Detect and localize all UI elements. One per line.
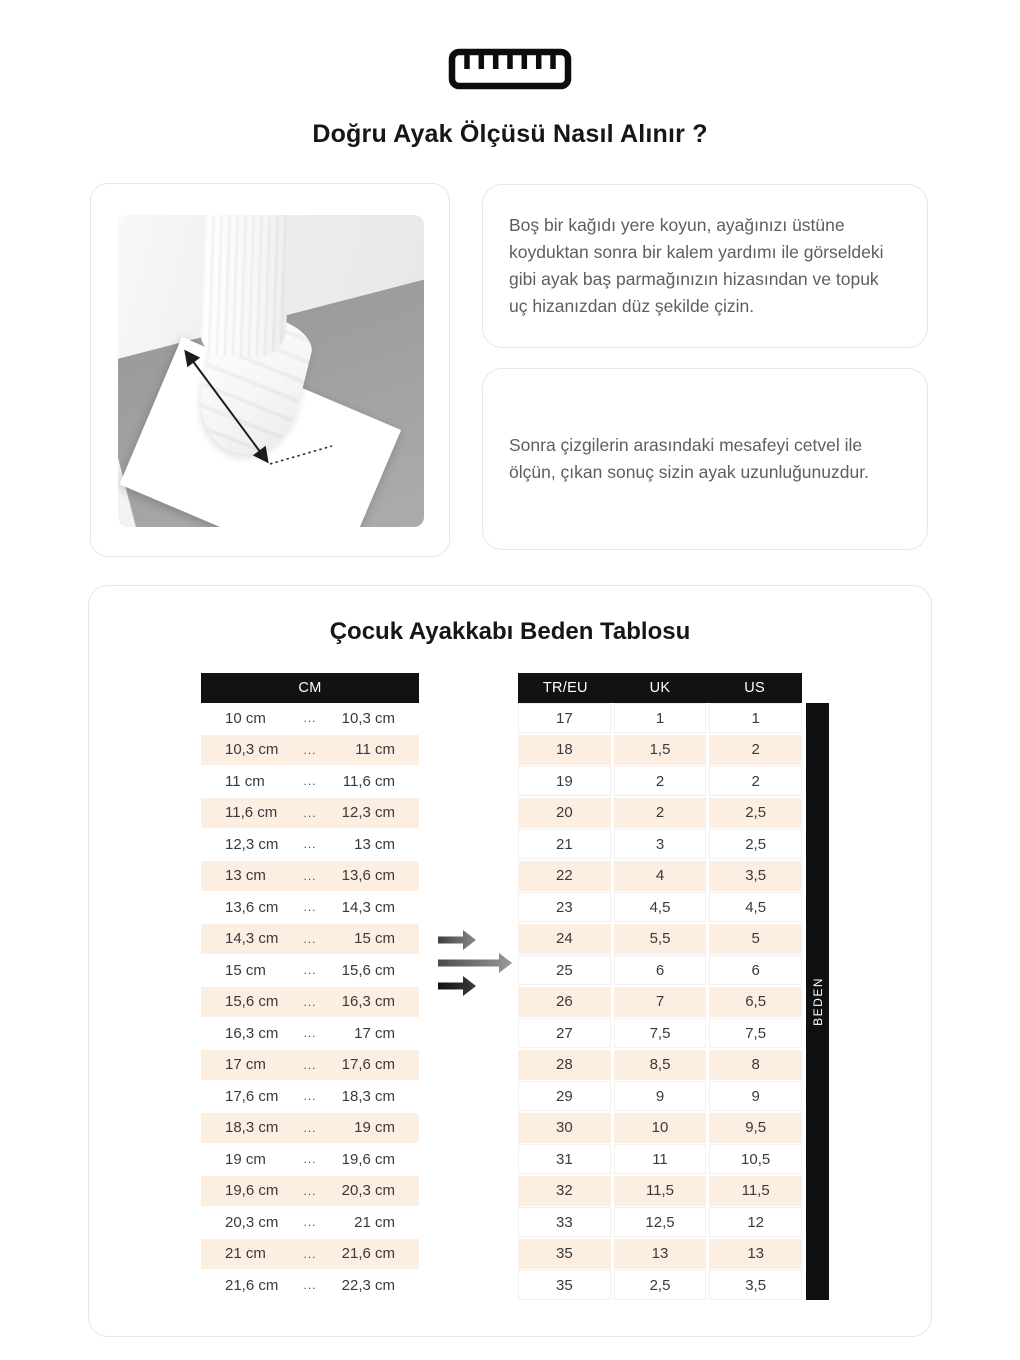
cm-table-row: [201, 1176, 419, 1206]
cm-min-value: 10,3 cm: [225, 741, 279, 758]
cm-max-value: 21,6 cm: [341, 1245, 395, 1262]
tr-eu-value: 28: [518, 1050, 611, 1080]
cm-table-row: [201, 955, 419, 985]
cm-max-value: 16,3 cm: [341, 993, 395, 1010]
tr-eu-value: 35: [518, 1270, 611, 1300]
us-value: 2: [709, 766, 802, 796]
cm-min-value: 19,6 cm: [225, 1182, 279, 1199]
us-value: 13: [709, 1239, 802, 1269]
us-value: 2,5: [709, 798, 802, 828]
us-value: 10,5: [709, 1144, 802, 1174]
cm-min-value: 12,3 cm: [225, 835, 279, 853]
cm-min-value: 21 cm: [225, 1245, 266, 1262]
tr-eu-value: 22: [518, 861, 611, 891]
us-value: 2: [709, 735, 802, 765]
range-separator: ...: [303, 1215, 317, 1229]
tr-eu-value: 29: [518, 1081, 611, 1111]
size-header-tr-eu: TR/EU: [518, 673, 613, 703]
foot-measurement-photo: [118, 215, 424, 527]
uk-value: 5,5: [614, 924, 707, 954]
cm-table: [201, 673, 419, 1302]
cm-table-body: [201, 703, 419, 1300]
cm-max-value: 11 cm: [355, 741, 395, 758]
cm-table-header: CM: [201, 673, 419, 703]
tr-eu-value: 24: [518, 924, 611, 954]
uk-value: 3: [614, 829, 707, 859]
cm-max-value: 19,6 cm: [341, 1150, 395, 1168]
us-value: 6,5: [709, 987, 802, 1017]
range-separator: ...: [303, 1278, 317, 1292]
size-table-body: [518, 703, 802, 1300]
us-value: 9: [709, 1081, 802, 1111]
cm-table-row: [201, 703, 419, 733]
range-separator: ...: [303, 1026, 317, 1040]
cm-max-value: 10,3 cm: [341, 709, 395, 727]
tr-eu-value: 26: [518, 987, 611, 1017]
measure-arrow-icon: [118, 215, 424, 527]
cm-min-value: 17,6 cm: [225, 1087, 279, 1105]
range-separator: ...: [303, 931, 317, 946]
range-separator: ...: [303, 900, 317, 914]
cm-table-row: [201, 924, 419, 954]
size-guide-card: [88, 585, 932, 1337]
tr-eu-value: 18: [518, 735, 611, 765]
cm-max-value: 19 cm: [354, 1119, 395, 1136]
cm-table-row: [201, 861, 419, 891]
uk-value: 4: [614, 861, 707, 891]
us-value: 8: [709, 1050, 802, 1080]
cm-table-row: [201, 1270, 419, 1300]
tr-eu-value: 25: [518, 955, 611, 985]
cm-min-value: 15 cm: [225, 961, 266, 979]
cm-min-value: 13 cm: [225, 867, 266, 884]
us-value: 4,5: [709, 892, 802, 922]
cm-max-value: 17,6 cm: [341, 1056, 395, 1073]
size-header-us: US: [707, 673, 802, 703]
tr-eu-value: 20: [518, 798, 611, 828]
range-separator: ...: [303, 774, 317, 788]
arrows-right-icon: [438, 930, 516, 996]
us-value: 3,5: [709, 861, 802, 891]
uk-value: 10: [614, 1113, 707, 1143]
us-value: 2,5: [709, 829, 802, 859]
uk-value: 2: [614, 798, 707, 828]
beden-bar: [806, 703, 829, 1300]
tr-eu-value: 19: [518, 766, 611, 796]
cm-min-value: 14,3 cm: [225, 930, 279, 947]
cm-table-row: [201, 829, 419, 859]
cm-max-value: 17 cm: [354, 1024, 395, 1042]
us-value: 5: [709, 924, 802, 954]
uk-value: 1,5: [614, 735, 707, 765]
cm-table-row: [201, 1081, 419, 1111]
range-separator: ...: [303, 1152, 317, 1166]
cm-max-value: 11,6 cm: [342, 772, 395, 790]
size-table-header: [518, 673, 802, 703]
cm-table-row: [201, 1239, 419, 1269]
range-separator: ...: [303, 868, 317, 883]
size-header-uk: UK: [613, 673, 708, 703]
range-separator: ...: [303, 1089, 317, 1103]
cm-table-row: [201, 1207, 419, 1237]
cm-max-value: 15,6 cm: [341, 961, 395, 979]
cm-min-value: 19 cm: [225, 1150, 266, 1168]
cm-table-row: [201, 1113, 419, 1143]
tr-eu-value: 21: [518, 829, 611, 859]
cm-table-row: [201, 892, 419, 922]
uk-value: 2,5: [614, 1270, 707, 1300]
cm-table-row: [201, 987, 419, 1017]
range-separator: ...: [303, 742, 317, 757]
cm-min-value: 10 cm: [225, 709, 266, 727]
uk-value: 2: [614, 766, 707, 796]
cm-min-value: 11,6 cm: [225, 804, 278, 821]
us-value: 9,5: [709, 1113, 802, 1143]
range-separator: ...: [303, 963, 317, 977]
us-value: 3,5: [709, 1270, 802, 1300]
cm-max-value: 13,6 cm: [341, 867, 395, 884]
cm-max-value: 12,3 cm: [341, 804, 395, 821]
instruction-card-2: [482, 368, 928, 550]
instruction-card-1: [482, 184, 928, 348]
uk-value: 7,5: [614, 1018, 707, 1048]
cm-max-value: 15 cm: [354, 930, 395, 947]
cm-max-value: 21 cm: [354, 1213, 395, 1231]
uk-value: 9: [614, 1081, 707, 1111]
range-separator: ...: [303, 1183, 317, 1198]
tr-eu-value: 30: [518, 1113, 611, 1143]
tr-eu-value: 17: [518, 703, 611, 733]
us-value: 12: [709, 1207, 802, 1237]
cm-table-row: [201, 1018, 419, 1048]
tr-eu-value: 35: [518, 1239, 611, 1269]
tr-eu-value: 31: [518, 1144, 611, 1174]
uk-value: 8,5: [614, 1050, 707, 1080]
size-table: [518, 673, 802, 1300]
ruler-icon: [0, 48, 1020, 90]
tr-eu-value: 33: [518, 1207, 611, 1237]
range-separator: ...: [303, 1246, 317, 1261]
us-value: 1: [709, 703, 802, 733]
uk-value: 4,5: [614, 892, 707, 922]
foot-measurement-card: [90, 183, 450, 557]
cm-max-value: 14,3 cm: [341, 898, 395, 916]
cm-table-row: [201, 798, 419, 828]
range-separator: ...: [303, 1057, 317, 1072]
cm-min-value: 16,3 cm: [225, 1024, 279, 1042]
cm-min-value: 13,6 cm: [225, 898, 279, 916]
cm-min-value: 21,6 cm: [225, 1276, 279, 1294]
cm-max-value: 18,3 cm: [341, 1087, 395, 1105]
uk-value: 11,5: [614, 1176, 707, 1206]
cm-max-value: 13 cm: [354, 835, 395, 853]
uk-value: 7: [614, 987, 707, 1017]
tr-eu-value: 27: [518, 1018, 611, 1048]
cm-min-value: 11 cm: [225, 772, 265, 790]
page-title: Doğru Ayak Ölçüsü Nasıl Alınır ?: [312, 120, 708, 148]
uk-value: 11: [614, 1144, 707, 1174]
range-separator: ...: [303, 805, 317, 820]
uk-value: 13: [614, 1239, 707, 1269]
cm-table-row: [201, 1144, 419, 1174]
size-table-title: Çocuk Ayakkabı Beden Tablosu: [329, 618, 691, 645]
cm-table-row: [201, 1050, 419, 1080]
uk-value: 6: [614, 955, 707, 985]
us-value: 7,5: [709, 1018, 802, 1048]
range-separator: ...: [303, 837, 317, 851]
us-value: 11,5: [709, 1176, 802, 1206]
uk-value: 1: [614, 703, 707, 733]
range-separator: ...: [303, 711, 317, 725]
tr-eu-value: 23: [518, 892, 611, 922]
cm-min-value: 17 cm: [225, 1056, 266, 1073]
cm-min-value: 15,6 cm: [225, 993, 279, 1010]
cm-min-value: 20,3 cm: [225, 1213, 279, 1231]
us-value: 6: [709, 955, 802, 985]
cm-max-value: 20,3 cm: [341, 1182, 395, 1199]
instruction-step1-text: Boş bir kağıdı yere koyun, ayağınızı üstüne koyduktan sonra bir kalem yardımı ile görseldeki gibi ayak baş parmağınızın hizasından ve topuk uç hizanızdan düz şekilde çizin.: [509, 214, 884, 317]
cm-min-value: 18,3 cm: [225, 1119, 279, 1136]
cm-table-row: [201, 766, 419, 796]
instruction-step2-text: Sonra çizgilerin arasındaki mesafeyi cetvel ile ölçün, çıkan sonuç sizin ayak uzunluğunuzdur.: [509, 434, 869, 482]
tr-eu-value: 32: [518, 1176, 611, 1206]
beden-label: BEDEN: [810, 977, 825, 1026]
range-separator: ...: [303, 1120, 317, 1135]
range-separator: ...: [303, 994, 317, 1009]
cm-max-value: 22,3 cm: [341, 1276, 395, 1294]
uk-value: 12,5: [614, 1207, 707, 1237]
cm-table-row: [201, 735, 419, 765]
